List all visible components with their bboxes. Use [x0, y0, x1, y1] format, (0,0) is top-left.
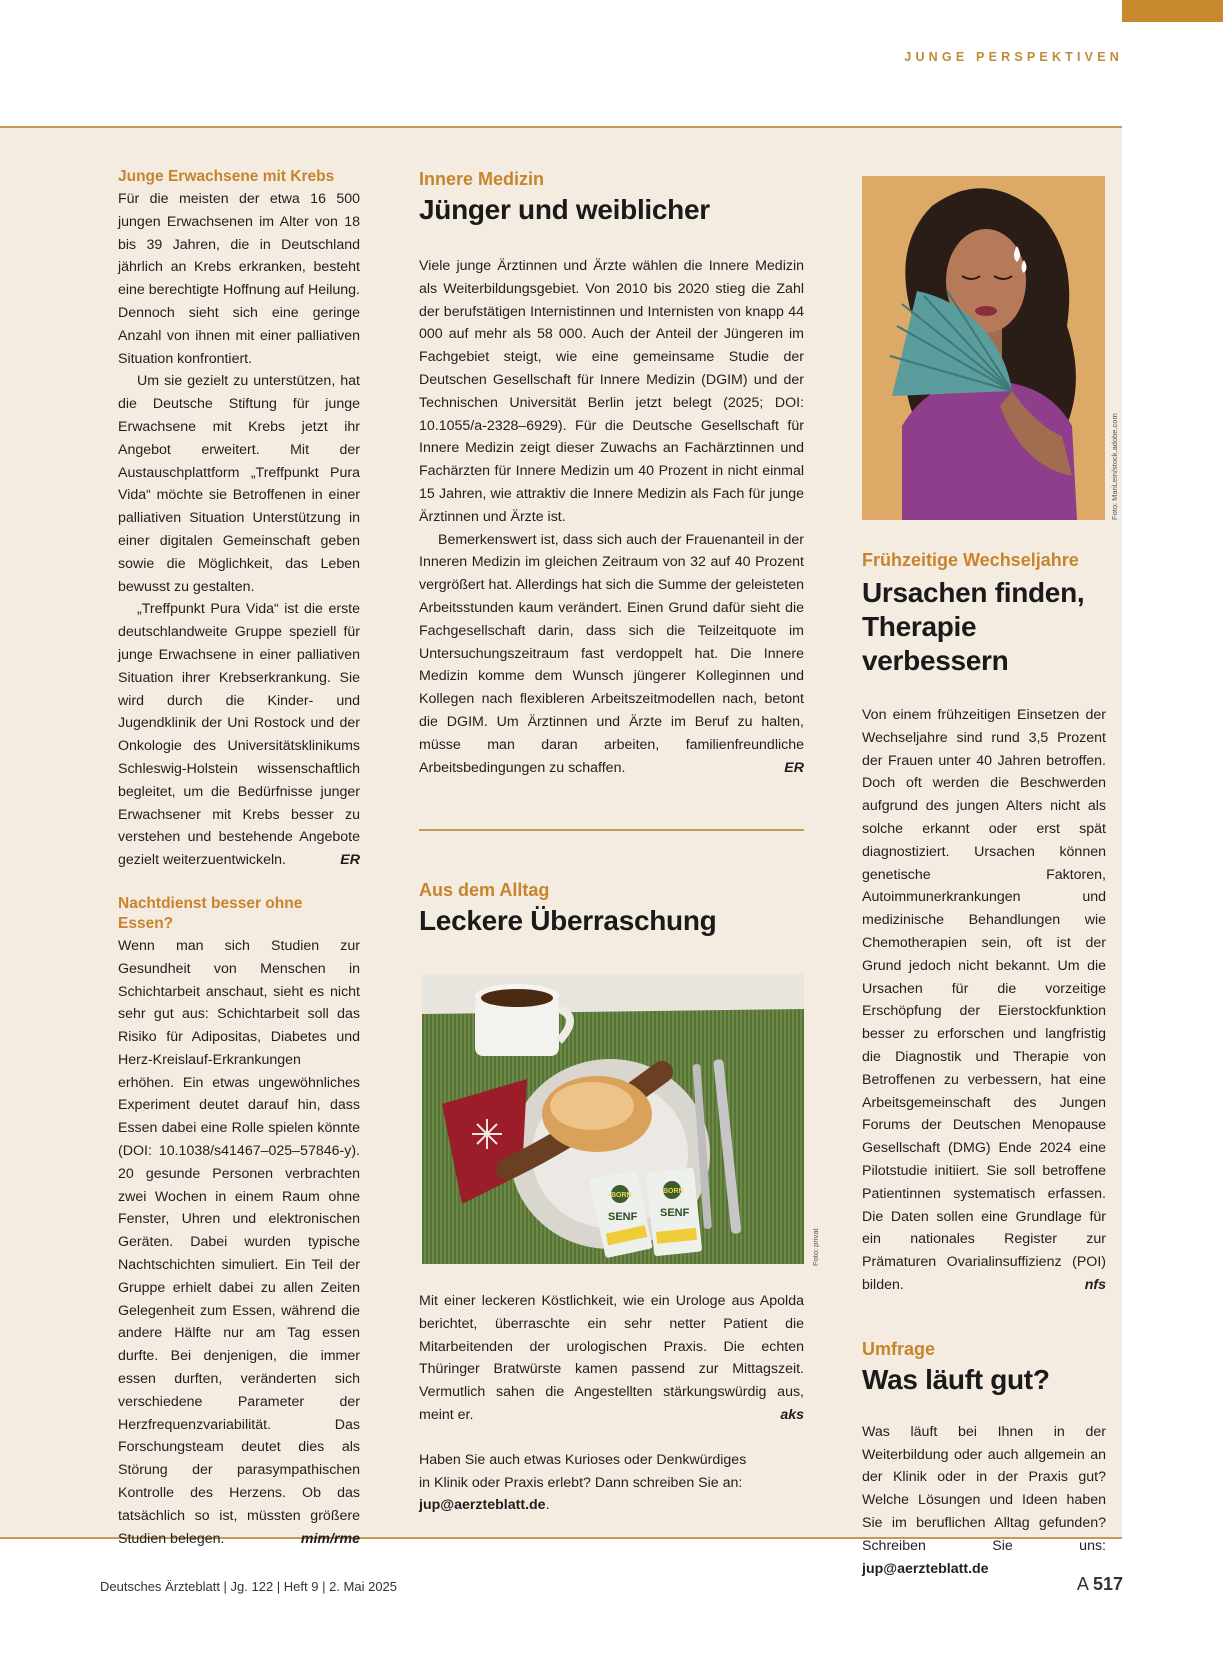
paragraph: Viele junge Ärztinnen und Ärzte wählen die Innere Medizin als Weiterbildungsgebiet. Von 2010 bis 2020 stieg die Zahl der berufstätigen Internistinnen und Internisten von knapp 44 000 auf mehr als 58 000. Auch der Anteil der Jüngeren im Fachgebiet steigt, wie eine gemeinsame Studie der Deutschen Gesellschaft für Innere Medizin (DGIM) und der Technischen Universität Berlin jetzt belegt (2025; DOI: 10.1055/a-2328–6929). Für die Deutsche Gesellschaft für Innere Medizin zeigt dieser Zuwachs an Fachärztinnen und Fachärzten für Innere Medizin um 40 Prozent in nicht einmal 15 Jahren, wie attraktiv die Innere Medizin als Fach für junge Ärztinnen und Ärzte ist.: [419, 258, 804, 525]
article-kicker: Umfrage: [862, 1338, 936, 1359]
article-kicker: Innere Medizin: [419, 169, 545, 189]
corner-color-tab: [1122, 0, 1223, 22]
page-prefix: A: [1076, 1574, 1088, 1594]
packet-brand-text: BORN: [611, 1192, 632, 1199]
paragraph-text: Was läuft bei Ihnen in der Weiterbildung oder auch allgemein an der Klinik oder in der Praxis gut? Welche Lösungen und Ideen haben Sie im beruflichen Alltag gefunden? Schreiben Sie uns:: [862, 1423, 1106, 1554]
photo-credit: Foto: MariLein/stock.adobe.com: [1110, 413, 1119, 520]
headline-line: Ursachen finden,: [862, 577, 1085, 608]
paragraph: [862, 1421, 1106, 1581]
packet-label-text: SENF: [660, 1207, 690, 1219]
paragraph: [419, 529, 804, 780]
paragraph-text: Von einem frühzeitigen Einsetzen der Wechseljahre sind rund 3,5 Prozent der Frauen unter 40 Jahren betroffen. Doch oft werden die Beschwerden aufgrund des jungen Alters nicht als solche erkannt oder erst spät diagnostiziert. Ursachen können genetische Faktoren, Autoimmunerkrankungen und medizinische Behandlungen wie Chemotherapien sein, oft ist der Grund jedoch nicht bekannt. Um die Ursachen für die vorzeitige Erschöpfung der Eierstockfunktion besser zu erforschen und langfristig die Diagnostik und Therapie von Betroffenen zu verbessern, hat eine Arbeitsgemeinschaft des Jungen Forums der Deutschen Menopause Gesellschaft (DMG) Ende 2024 eine Pilotstudie initiiert. Sie soll betroffene Patientinnen systematisch erfassen. Die Daten sollen eine Grundlage für ein nationales Register zur Prämaturen Ovarialinsuffizienz (POI) bilden.: [862, 707, 1106, 1293]
paragraph: [862, 704, 1106, 1297]
email-link[interactable]: jup@aerzteblatt.de: [862, 1560, 989, 1577]
column-middle-lower: [419, 878, 804, 938]
column-left: [118, 167, 360, 1550]
article-subhead: Junge Erwachsene mit Krebs: [118, 168, 335, 185]
article-kicker: Frühzeitige Wechseljahre: [862, 550, 1079, 570]
author-signature: ER: [340, 852, 360, 869]
article-headline: Was läuft gut?: [862, 1363, 1050, 1395]
paragraph: Um sie gezielt zu unterstützen, hat die Deutsche Stiftung für junge Erwachsene mit Krebs jetzt ihr Angebot erweitert. Mit der Austauschplattform „Treffpunkt Pura Vida“ möchte sie Betroffenen in einer palliativen Situation Unterstützung in einer digitalen Gemeinschaft geben sowie die Möglichkeit, das Leben bewusst zu gestalten.: [118, 373, 360, 595]
article-headline: Leckere Überraschung: [419, 905, 717, 936]
section-divider: [419, 829, 804, 831]
headline-line: Therapie verbessern: [862, 611, 1009, 676]
food-photo: [422, 974, 804, 1264]
packet-brand-text: BORN: [663, 1188, 684, 1195]
page-number-value: 517: [1092, 1574, 1123, 1594]
paragraph-text: „Treffpunkt Pura Vida“ ist die erste deutschlandweite Gruppe speziell für junge Erwachsene in einer palliativen Situation ihrer Krebserkrankung. Sie wird durch die Kinder- und Jugendklinik der Uni Rostock und der Onkologie des Universitätsklinikums Schleswig-Holstein wissenschaftlich begleitet, um die Bedürfnisse junger Erwachsener mit Krebs besser zu verstehen und bestehende Angebote gezielt weiterzuentwickeln.: [118, 601, 360, 869]
article-headline: [862, 576, 1106, 678]
paragraph-text: Haben Sie auch etwas Kurioses oder Denkwürdiges in Klinik oder Praxis erlebt? Dann schreiben Sie an:: [419, 1451, 747, 1491]
article-headline: Jünger und weiblicher: [419, 194, 710, 225]
author-signature: nfs: [1084, 1276, 1106, 1293]
paragraph-text: Mit einer leckeren Köstlichkeit, wie ein Urologe aus Apolda berichtet, überraschte ein sehr netter Patient die Mitarbeitenden der urologischen Praxis. Die echten Thüringer Bratwürste kamen passend zur Mittagszeit. Vermutlich sahen die Angestellten stärkungswürdig aus, meint er.: [419, 1293, 804, 1423]
photo-credit: Foto: privat: [811, 1228, 820, 1266]
paragraph: [419, 1449, 749, 1517]
article-kicker: Aus dem Alltag: [419, 880, 550, 900]
footer-publication-info: Deutsches Ärzteblatt | Jg. 122 | Heft 9 | 2. Mai 2025: [100, 1579, 398, 1594]
author-signature: mim/rme: [300, 1530, 360, 1547]
page-number: [1077, 1574, 1123, 1595]
author-signature: ER: [784, 759, 804, 776]
section-label: JUNGE PERSPEKTIVEN: [904, 50, 1123, 64]
paragraph-text: Bemerkenswert ist, dass sich auch der Frauenanteil in der Inneren Medizin im gleichen Zeitraum von 32 auf 40 Prozent vergrößert hat. Allerdings hat sich die Summe der geleisteten Arbeitsstunden kaum verändert. Einen Grund dafür sieht die Fachgesellschaft darin, dass sich die Teilzeitquote im Untersuchungszeitraum fast verdoppelt hat. Die Innere Medizin komme dem Wunsch jüngerer Kolleginnen und Kollegen nach flexibleren Arbeitszeitmodellen nach, betont die DGIM. Um Ärztinnen und Ärzte im Beruf zu halten, müsse man daran arbeiten, familienfreundliche Arbeitsbedingungen zu schaffen.: [419, 531, 804, 776]
column-right: [862, 548, 1106, 1580]
column-middle-caption: [419, 1290, 804, 1517]
woman-fan-illustration: [862, 176, 1105, 520]
paragraph: Für die meisten der etwa 16 500 jungen Erwachsenen im Alter von 18 bis 39 Jahren, die in Deutschland jährlich an Krebs erkranken, besteht eine berechtigte Hoffnung auf Heilung. Dennoch sieht sich eine geringe Anzahl von ihnen mit einer palliativen Situation konfrontiert.: [118, 191, 360, 367]
packet-label-text: SENF: [608, 1211, 638, 1223]
email-suffix: .: [545, 1497, 550, 1514]
author-signature: aks: [780, 1406, 804, 1423]
column-middle: [419, 167, 804, 779]
paragraph: [118, 935, 360, 1551]
article-subhead: Nachtdienst besser ohne Essen?: [118, 894, 303, 932]
paragraph: [118, 598, 360, 872]
paragraph: [419, 1290, 804, 1427]
paragraph-text: Wenn man sich Studien zur Gesundheit von Menschen in Schichtarbeit anschaut, sieht es nicht sehr gut aus: Schichtarbeit soll das Risiko für Adipositas, Diabetes und Herz-Kreislauf-Erkrankungen erhöhen. Ein etwas ungewöhnliches Experiment deutet darauf hin, dass Essen dabei eine Rolle spielen könnte (DOI: 10.1038/s41467–025–57846-y). 20 gesunde Personen verbrachten zwei Wochen in einem Raum ohne Fenster, Uhren und elektronischen Geräten. Dabei wurden typische Nachtschichten simuliert. Ein Teil der Gruppe erhielt dabei zu allen Zeiten Gelegenheit zum Essen, während die andere Hälfte nur am Tag essen durfte. Bei denjenigen, die immer essen durften, veränderten sich verschiedene Parameter der Herzfrequenzvariabilität. Das Forschungsteam deutet dies als Störung der parasympathischen Kontrolle des Herzens. Ob das tatsächlich so ist, müssten größere Studien belegen.: [118, 937, 360, 1547]
email-link[interactable]: jup@aerzteblatt.de: [419, 1497, 546, 1514]
